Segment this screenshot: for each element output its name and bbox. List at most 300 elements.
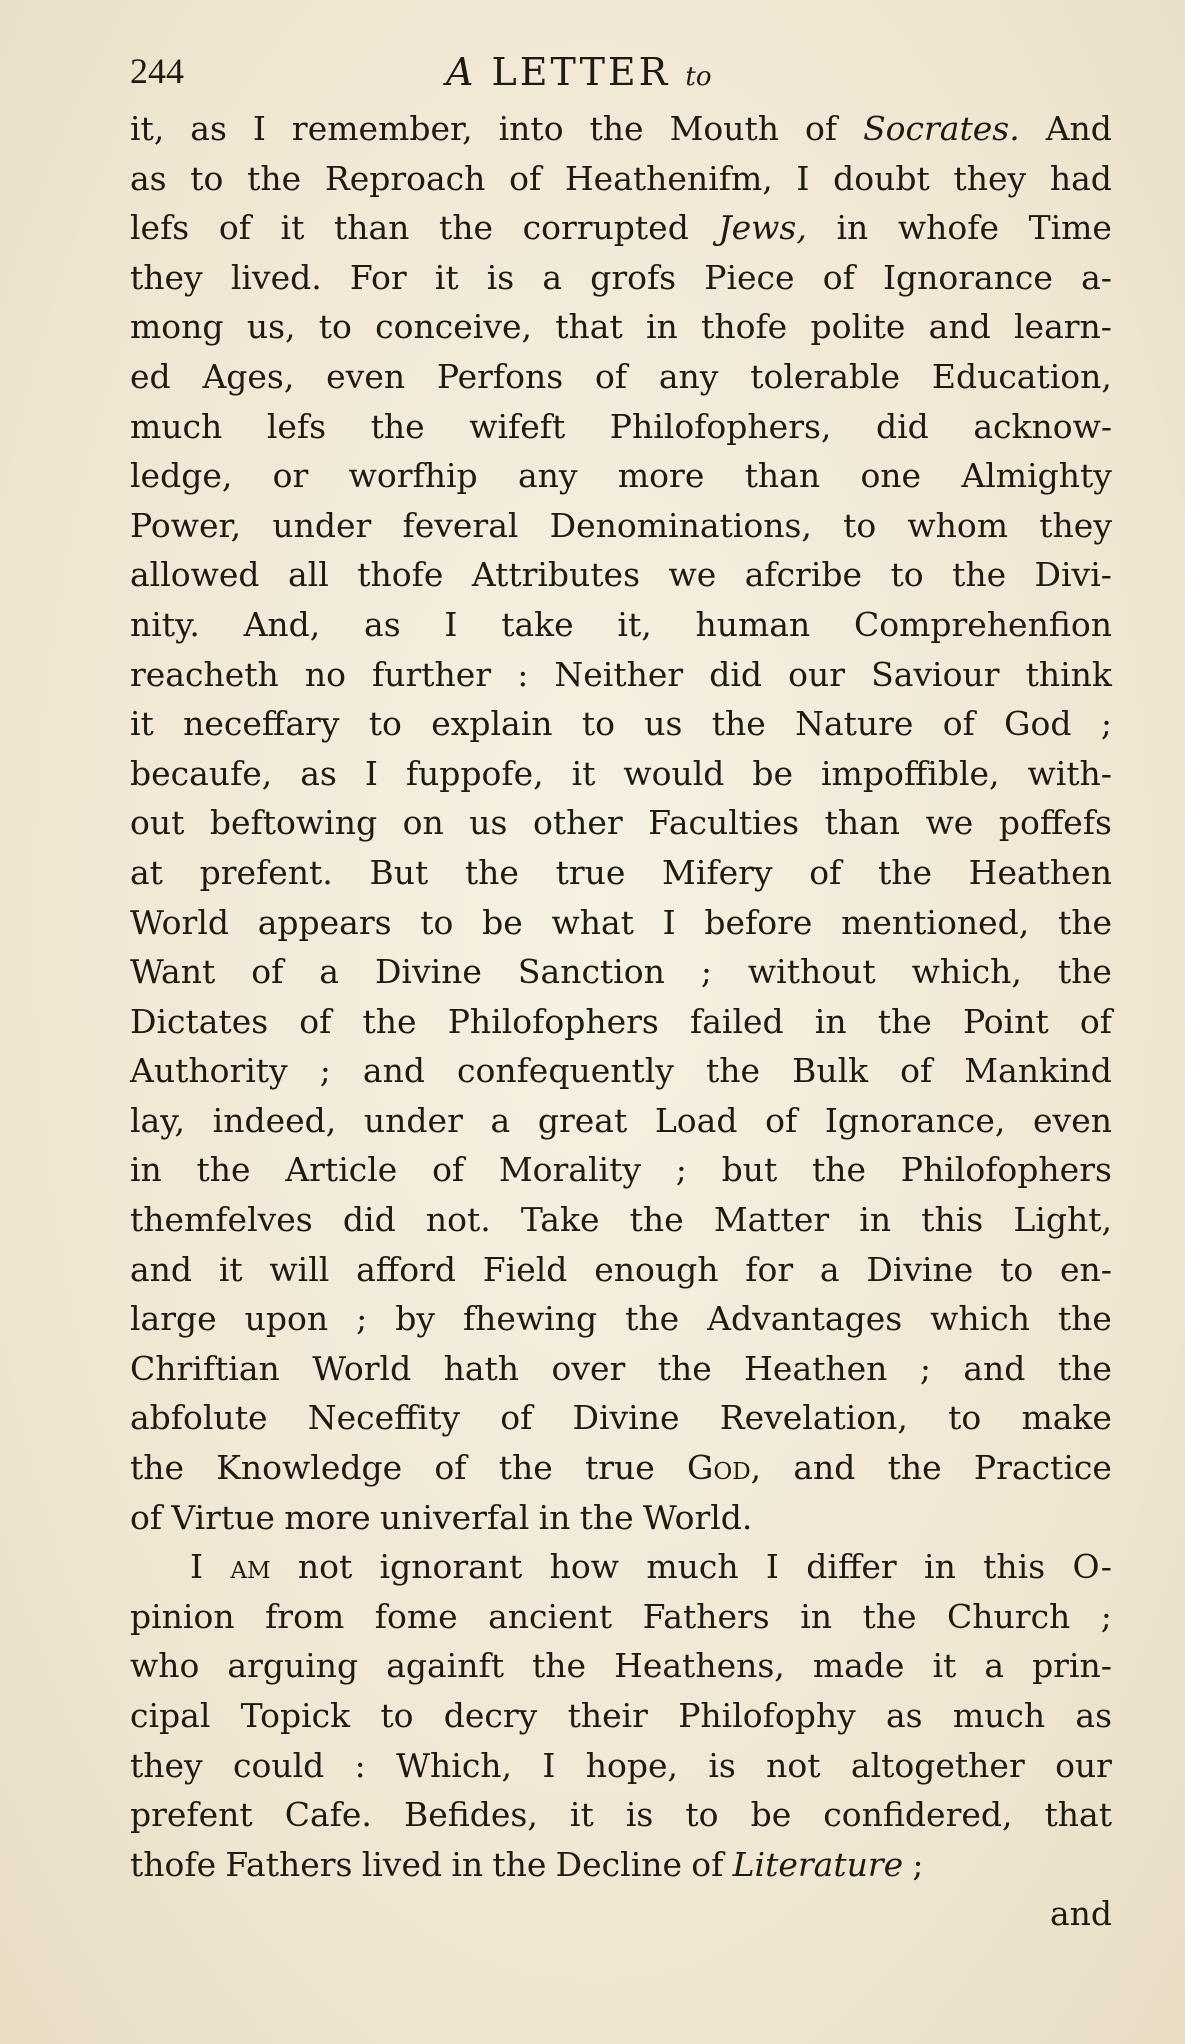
word: Sanction bbox=[517, 952, 665, 992]
text-line bbox=[130, 947, 1112, 997]
word: remember, bbox=[291, 109, 473, 148]
word: as bbox=[886, 1696, 923, 1735]
text-line bbox=[130, 699, 1112, 749]
word: arguing bbox=[227, 1646, 359, 1686]
word: Want bbox=[130, 952, 216, 992]
word: I bbox=[190, 1547, 204, 1587]
word: and bbox=[793, 1448, 856, 1488]
word: Denominations, bbox=[549, 505, 812, 545]
word: of bbox=[434, 1448, 467, 1488]
word: Heathen bbox=[744, 1348, 888, 1388]
word: it bbox=[434, 257, 459, 297]
word: lefs bbox=[130, 208, 190, 248]
page-header bbox=[130, 50, 1110, 110]
text-line bbox=[130, 898, 1112, 948]
word: any bbox=[518, 456, 578, 496]
word: that bbox=[555, 307, 623, 347]
word: God, bbox=[687, 1448, 762, 1488]
word: Nature bbox=[795, 704, 914, 744]
word: Revelation, bbox=[719, 1398, 908, 1438]
word: of bbox=[691, 1844, 724, 1884]
word: as bbox=[130, 158, 167, 198]
word: but bbox=[721, 1150, 778, 1190]
word: in bbox=[538, 1497, 571, 1537]
word: Knowledge bbox=[216, 1448, 403, 1488]
word: poffefs bbox=[998, 803, 1112, 843]
word: of bbox=[594, 356, 628, 396]
word: themfelves bbox=[130, 1200, 313, 1240]
word: this bbox=[921, 1200, 984, 1240]
word: ; bbox=[356, 1299, 368, 1339]
word: or bbox=[272, 456, 309, 496]
word: God bbox=[1004, 704, 1072, 744]
text-line bbox=[130, 451, 1112, 501]
text-line bbox=[130, 550, 1112, 600]
word: Topick bbox=[240, 1696, 351, 1735]
word: the bbox=[579, 1497, 634, 1537]
word: acknow- bbox=[973, 406, 1112, 446]
word: Heathen bbox=[968, 852, 1112, 892]
word: to bbox=[948, 1398, 982, 1438]
word: the bbox=[1057, 1299, 1112, 1339]
word: be bbox=[482, 902, 523, 942]
word: into bbox=[498, 109, 564, 148]
word: than bbox=[824, 803, 901, 843]
text-line bbox=[130, 1294, 1112, 1344]
word: a bbox=[319, 952, 339, 992]
word: Neceffity bbox=[307, 1398, 461, 1438]
word: it bbox=[218, 1249, 243, 1289]
running-head-a: A bbox=[446, 50, 477, 94]
word: the bbox=[629, 1200, 684, 1240]
word: univerfal bbox=[379, 1497, 530, 1537]
word: doubt bbox=[833, 158, 930, 198]
word: altogether bbox=[850, 1745, 1025, 1785]
word: And bbox=[1045, 109, 1112, 148]
word: we bbox=[925, 803, 974, 843]
word: ; bbox=[700, 952, 712, 992]
word: of bbox=[822, 257, 855, 297]
word: Article bbox=[285, 1150, 398, 1190]
word: Piece bbox=[704, 257, 795, 297]
word: fome bbox=[374, 1596, 458, 1636]
word: indeed, bbox=[212, 1100, 337, 1140]
word: Jews, bbox=[718, 208, 807, 248]
word: did bbox=[342, 1200, 396, 1240]
word: the bbox=[498, 1448, 553, 1488]
word: fhewing bbox=[462, 1299, 598, 1339]
word: : bbox=[517, 654, 529, 694]
word: and bbox=[963, 1348, 1026, 1388]
word: in bbox=[646, 307, 678, 347]
text-line bbox=[130, 997, 1112, 1047]
word: I bbox=[662, 902, 676, 942]
text-line bbox=[130, 1344, 1112, 1394]
word: Befides, bbox=[403, 1795, 538, 1835]
word: Light, bbox=[1013, 1200, 1112, 1240]
text-line bbox=[130, 1195, 1112, 1245]
word: ; bbox=[1100, 1596, 1112, 1636]
word: the bbox=[196, 1150, 251, 1190]
word: than bbox=[333, 208, 410, 248]
word: the bbox=[532, 1646, 587, 1686]
word: had bbox=[1049, 158, 1112, 198]
word: be bbox=[752, 753, 794, 793]
word: the bbox=[657, 1348, 712, 1388]
word: enough bbox=[594, 1249, 719, 1289]
text-line bbox=[130, 1542, 1112, 1592]
word: large bbox=[130, 1299, 217, 1339]
word: with- bbox=[1027, 753, 1112, 793]
word: ancient bbox=[488, 1596, 613, 1636]
word: much bbox=[952, 1696, 1046, 1735]
word: more bbox=[284, 1497, 371, 1537]
word: Field bbox=[482, 1249, 568, 1289]
word: am bbox=[230, 1547, 271, 1587]
word: wifeft bbox=[469, 406, 566, 446]
word: it bbox=[569, 1795, 594, 1835]
word: true bbox=[555, 852, 626, 892]
word: before bbox=[704, 902, 813, 942]
word: of bbox=[299, 1001, 332, 1041]
word: abfolute bbox=[130, 1398, 268, 1438]
word: ; bbox=[912, 1844, 924, 1884]
word: the bbox=[811, 1150, 867, 1190]
text-line bbox=[130, 650, 1112, 700]
word: which bbox=[930, 1299, 1030, 1339]
word: explain bbox=[431, 704, 553, 744]
word: conceive, bbox=[375, 307, 533, 347]
word: to bbox=[890, 555, 924, 595]
word: the bbox=[711, 704, 766, 744]
word: Perfons bbox=[436, 356, 564, 396]
word: to bbox=[318, 307, 352, 347]
word: all bbox=[288, 555, 329, 595]
text-line bbox=[130, 1493, 1112, 1543]
word: in bbox=[836, 208, 869, 248]
word: much bbox=[130, 406, 223, 446]
word: the bbox=[1057, 1348, 1112, 1388]
text-line bbox=[130, 1840, 1112, 1890]
word: en- bbox=[1060, 1249, 1112, 1289]
word: and bbox=[928, 307, 991, 347]
word: Neither bbox=[554, 654, 684, 694]
text-line bbox=[130, 104, 1112, 154]
word: confequently bbox=[456, 1051, 674, 1091]
word: Divi- bbox=[1034, 555, 1112, 595]
catchword: and bbox=[1049, 1894, 1112, 1934]
word: to bbox=[190, 158, 224, 198]
word: as bbox=[190, 109, 227, 148]
word: Time bbox=[1028, 208, 1112, 248]
word: the bbox=[887, 1448, 942, 1488]
word: Philofophers, bbox=[609, 406, 832, 446]
word: prin- bbox=[1032, 1646, 1112, 1686]
word: Advantages bbox=[707, 1299, 903, 1339]
word: what bbox=[551, 902, 634, 942]
word: : bbox=[354, 1745, 366, 1785]
word: Almighty bbox=[961, 456, 1112, 496]
word: Heathenifm, bbox=[564, 158, 773, 198]
text-line bbox=[130, 1245, 1112, 1295]
word: reacheth bbox=[130, 654, 279, 694]
text-line bbox=[130, 1443, 1112, 1493]
word: a bbox=[819, 1249, 840, 1289]
word: than bbox=[744, 456, 821, 496]
word: of bbox=[130, 1497, 163, 1537]
word: tolerable bbox=[750, 356, 901, 396]
word: Literature bbox=[732, 1844, 904, 1884]
word: I bbox=[364, 753, 378, 793]
word: thofe bbox=[357, 555, 444, 595]
word: us bbox=[644, 704, 683, 744]
word: decry bbox=[443, 1696, 538, 1735]
word: I bbox=[796, 158, 810, 198]
word: the bbox=[130, 1448, 185, 1488]
word: ; bbox=[919, 1348, 931, 1388]
word: Faculties bbox=[648, 803, 800, 843]
word: againft bbox=[386, 1646, 504, 1686]
word: did bbox=[875, 406, 929, 446]
word: Cafe. bbox=[284, 1795, 372, 1835]
word: hath bbox=[443, 1348, 520, 1388]
word: a- bbox=[1081, 257, 1112, 297]
word: a bbox=[542, 257, 563, 297]
word: Ages, bbox=[202, 356, 295, 396]
word: the bbox=[625, 1299, 680, 1339]
word: the bbox=[492, 1844, 547, 1884]
word: over bbox=[551, 1348, 626, 1388]
word: feveral bbox=[402, 505, 519, 545]
word: Philofophy bbox=[678, 1696, 856, 1735]
word: much bbox=[646, 1547, 739, 1587]
text-line bbox=[130, 302, 1112, 352]
word: a bbox=[490, 1100, 511, 1140]
word: it bbox=[280, 208, 305, 248]
word: neceffary bbox=[183, 704, 340, 744]
word: even bbox=[1033, 1100, 1112, 1140]
word: other bbox=[532, 803, 623, 843]
word: Mifery bbox=[662, 852, 773, 892]
word: to bbox=[843, 505, 877, 545]
word: as bbox=[1075, 1696, 1112, 1735]
word: Socrates. bbox=[863, 109, 1020, 148]
word: will bbox=[269, 1249, 330, 1289]
word: World bbox=[130, 902, 229, 942]
word: Ignorance bbox=[882, 257, 1053, 297]
word: this bbox=[983, 1547, 1046, 1587]
word: lay, bbox=[130, 1100, 185, 1140]
word: differ bbox=[806, 1547, 897, 1587]
word: whofe bbox=[897, 208, 999, 248]
word: without bbox=[747, 952, 876, 992]
word: Education, bbox=[931, 356, 1112, 396]
word: it, bbox=[617, 604, 652, 644]
word: they bbox=[953, 158, 1027, 198]
text-line bbox=[130, 1790, 1112, 1840]
word: World bbox=[312, 1348, 412, 1388]
word: we bbox=[668, 555, 717, 595]
body-text bbox=[130, 104, 1112, 1939]
word: no bbox=[304, 654, 346, 694]
word: of bbox=[942, 704, 975, 744]
word: is bbox=[625, 1795, 654, 1835]
word: For bbox=[349, 257, 407, 297]
word: it bbox=[932, 1646, 957, 1686]
word: make bbox=[1021, 1398, 1112, 1438]
text-line bbox=[130, 253, 1112, 303]
word: out bbox=[130, 803, 185, 843]
word: in bbox=[814, 1001, 847, 1041]
word: it bbox=[130, 704, 154, 744]
word: becaufe, bbox=[130, 753, 273, 793]
word: be bbox=[750, 1795, 792, 1835]
word: mong bbox=[130, 307, 224, 347]
word: pinion bbox=[130, 1596, 235, 1636]
word: to bbox=[380, 1696, 414, 1735]
word: at bbox=[130, 852, 163, 892]
running-head-word: LETTER bbox=[491, 50, 671, 94]
word: afcribe bbox=[744, 555, 863, 595]
word: the bbox=[877, 852, 933, 892]
word: worfhip bbox=[348, 456, 478, 496]
word: Mouth bbox=[669, 109, 780, 148]
word: the bbox=[247, 158, 302, 198]
word: Dictates bbox=[130, 1001, 269, 1041]
word: Fathers bbox=[642, 1596, 770, 1636]
word: as bbox=[300, 753, 337, 793]
word: of bbox=[500, 1398, 533, 1438]
word: upon bbox=[244, 1299, 329, 1339]
word: ledge, bbox=[130, 456, 233, 496]
word: the bbox=[464, 852, 519, 892]
word: from bbox=[265, 1596, 345, 1636]
word: I bbox=[444, 604, 458, 644]
word: in bbox=[130, 1150, 162, 1190]
word: Take bbox=[520, 1200, 600, 1240]
text-line bbox=[130, 154, 1112, 204]
word: as bbox=[364, 604, 401, 644]
word: our bbox=[1055, 1745, 1112, 1785]
word: lived bbox=[361, 1844, 443, 1884]
word: of bbox=[251, 952, 284, 992]
word: not. bbox=[425, 1200, 491, 1240]
word: to bbox=[581, 704, 615, 744]
running-head-to: to bbox=[685, 62, 712, 92]
word: But bbox=[369, 852, 429, 892]
word: it bbox=[571, 753, 596, 793]
word: fuppofe, bbox=[405, 753, 544, 793]
text-line bbox=[130, 402, 1112, 452]
text-line bbox=[130, 798, 1112, 848]
word: Divine bbox=[374, 952, 482, 992]
word: prefent. bbox=[199, 852, 333, 892]
word: failed bbox=[690, 1001, 784, 1041]
word: Heathens, bbox=[614, 1646, 785, 1686]
text-line bbox=[130, 203, 1112, 253]
word: allowed bbox=[130, 555, 260, 595]
word: for bbox=[745, 1249, 794, 1289]
word: in bbox=[924, 1547, 956, 1587]
text-line bbox=[130, 1393, 1112, 1443]
word: great bbox=[537, 1100, 628, 1140]
word: corrupted bbox=[522, 208, 689, 248]
word: ; bbox=[675, 1150, 687, 1190]
word: Morality bbox=[498, 1150, 642, 1190]
word: it, bbox=[130, 109, 165, 148]
page-number: 244 bbox=[130, 51, 184, 91]
word: further bbox=[372, 654, 492, 694]
word: cipal bbox=[130, 1696, 211, 1735]
word: Bulk bbox=[792, 1051, 869, 1091]
word: ; bbox=[319, 1051, 331, 1091]
word: Ignorance, bbox=[824, 1100, 1006, 1140]
text-line bbox=[130, 600, 1112, 650]
word: ed bbox=[130, 356, 171, 396]
word: Decline bbox=[555, 1844, 683, 1884]
word: on bbox=[402, 803, 444, 843]
word: I bbox=[542, 1745, 556, 1785]
word: who bbox=[130, 1646, 200, 1686]
word: Divine bbox=[572, 1398, 680, 1438]
word: under bbox=[272, 505, 372, 545]
word: of bbox=[432, 1150, 465, 1190]
word: Divine bbox=[866, 1249, 974, 1289]
word: I bbox=[765, 1547, 779, 1587]
text-line bbox=[130, 848, 1112, 898]
word: under bbox=[363, 1100, 463, 1140]
word: take bbox=[501, 604, 574, 644]
word: the bbox=[362, 1001, 417, 1041]
word: the bbox=[370, 406, 425, 446]
word: how bbox=[549, 1547, 619, 1587]
word: Authority bbox=[130, 1051, 288, 1091]
word: to bbox=[685, 1795, 719, 1835]
word: made bbox=[812, 1646, 905, 1686]
word: would bbox=[623, 753, 725, 793]
word: of bbox=[805, 109, 838, 148]
word: Comprehenfion bbox=[853, 604, 1112, 644]
word: of bbox=[900, 1051, 933, 1091]
word: O- bbox=[1072, 1547, 1112, 1587]
word: Power, bbox=[130, 505, 242, 545]
word: the bbox=[1057, 952, 1112, 992]
word: polite bbox=[810, 307, 906, 347]
text-line bbox=[130, 501, 1112, 551]
word: is bbox=[708, 1745, 736, 1785]
word: is bbox=[486, 257, 515, 297]
word: of bbox=[1079, 1001, 1112, 1041]
word: more bbox=[617, 456, 705, 496]
word: they bbox=[1039, 505, 1112, 545]
word: And, bbox=[243, 604, 321, 644]
word: beftowing bbox=[209, 803, 378, 843]
word: Point bbox=[962, 1001, 1049, 1041]
word: of bbox=[218, 208, 251, 248]
word: afford bbox=[356, 1249, 456, 1289]
word: the bbox=[705, 1051, 761, 1091]
word: appears bbox=[257, 902, 392, 942]
word: to bbox=[1000, 1249, 1034, 1289]
word: Church bbox=[947, 1596, 1071, 1636]
text-line bbox=[130, 1741, 1112, 1791]
word: Practice bbox=[973, 1448, 1112, 1488]
text-line bbox=[130, 352, 1112, 402]
word: confidered, bbox=[823, 1795, 1013, 1835]
word: hope, bbox=[585, 1745, 679, 1785]
word: nity. bbox=[130, 604, 200, 644]
word: the bbox=[589, 109, 644, 148]
